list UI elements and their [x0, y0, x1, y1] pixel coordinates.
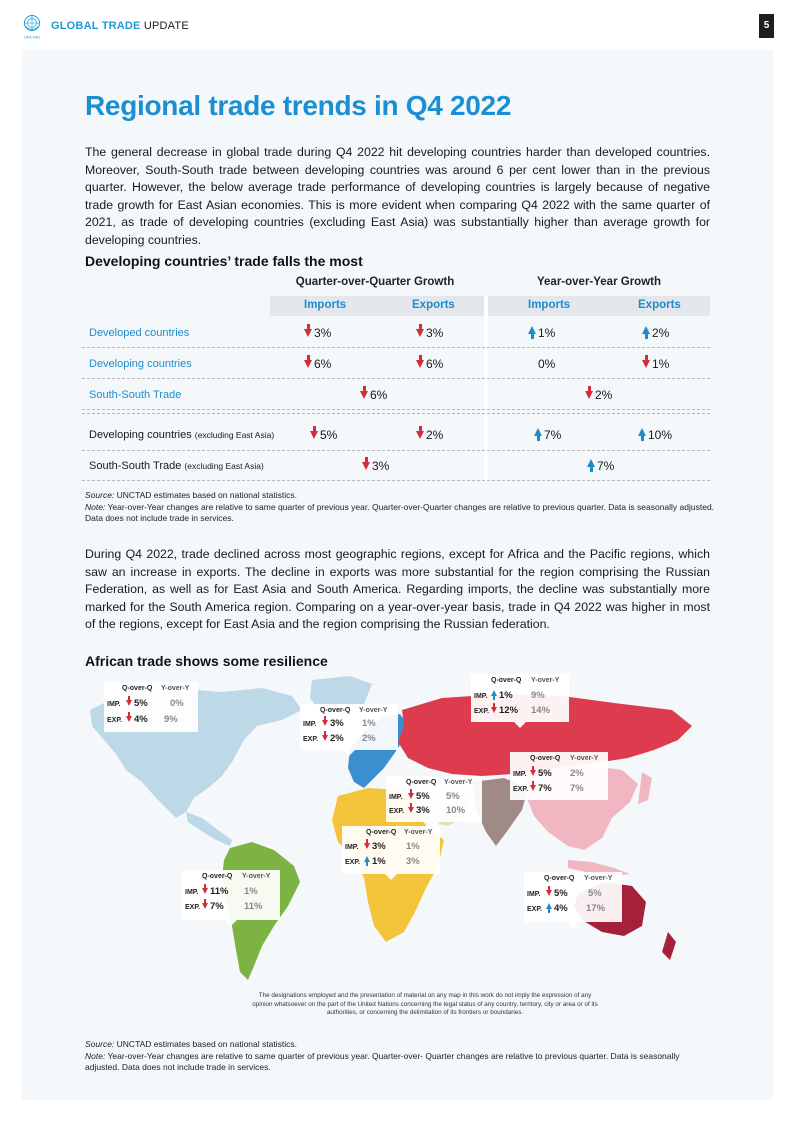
row-label: Developing countries: [89, 358, 192, 370]
table-heading: Developing countries’ trade falls the most: [85, 253, 363, 269]
col-exports: Exports: [638, 299, 681, 311]
running-title: GLOBAL TRADE UPDATE: [51, 20, 189, 32]
trade-growth-table: [82, 270, 710, 482]
row-label: South-South Trade (excluding East Asia): [89, 460, 264, 472]
down-arrow-icon: [202, 903, 208, 909]
down-arrow-icon: [360, 391, 368, 399]
callout-europe: Q-over-Q Y-over-Y IMP. EXP. 3% 2% 1% 2%: [300, 704, 398, 750]
up-arrow-icon: [534, 428, 542, 436]
table-cell: 5%: [310, 428, 337, 442]
table-cell: 0%: [538, 357, 556, 371]
down-arrow-icon: [530, 770, 536, 776]
table-cell: 2%: [416, 428, 443, 442]
col-imports: Imports: [528, 299, 571, 311]
table-cell: 3%: [362, 459, 389, 473]
region-new-zealand: [662, 932, 676, 960]
down-arrow-icon: [304, 360, 312, 368]
down-arrow-icon: [416, 329, 424, 337]
region-central-america: [186, 812, 232, 846]
row-label: Developing countries (excluding East Asia): [89, 429, 275, 441]
row-label: South-South Trade: [89, 389, 182, 401]
callout-east-asia: Q-over-Q Y-over-Y IMP. EXP. 5% 7% 2% 7%: [510, 752, 608, 800]
down-arrow-icon: [546, 890, 552, 896]
page-header: [0, 0, 793, 46]
down-arrow-icon: [408, 807, 414, 813]
table-cell: 10%: [638, 428, 672, 442]
map-heading: African trade shows some resilience: [85, 653, 328, 669]
table-cell: 6%: [304, 357, 331, 371]
group-header-qoq: Quarter-over-Quarter Growth: [295, 276, 455, 288]
regional-paragraph: During Q4 2022, trade declined across most geographic regions, except for Africa and the Pacific regions, which saw an increase in exports. The decline in exports was more substantial for the region comprising the Russian Federation, as well as for East Asia and South America. Regarding imports, the decline was substantially more marked for the South America region. Comparing on a year-over-year basis, trade in Q4 2022 was higher in most of the regions, except for East Asia and the region comprising the Russian federation.: [85, 547, 710, 632]
table-cell: 3%: [304, 326, 331, 340]
down-arrow-icon: [416, 360, 424, 368]
table-cell: 1%: [528, 326, 555, 340]
callout-russia-region: Q-over-Q Y-over-Y IMP. EXP. 1% 12% 9% 14%: [471, 674, 569, 722]
up-arrow-icon: [546, 903, 552, 909]
table-source-note: Source: UNCTAD estimates based on national statistics. Note: Year-over-Year changes are relative to same quarter of previous year. Quarter-over-Quarter changes are relative to previous quarter. Data is seasonally adjusted. Data does not include trade in services.: [85, 490, 715, 523]
callout-north-america: Q-over-Q Y-over-Y IMP. EXP. 5% 4% 0% 9%: [104, 682, 198, 732]
up-arrow-icon: [528, 326, 536, 334]
callout-west-asia: Q-over-Q Y-over-Y IMP. EXP. 5% 3% 5% 10%: [386, 776, 482, 822]
table-cell: 1%: [642, 357, 669, 371]
up-arrow-icon: [642, 326, 650, 334]
up-arrow-icon: [587, 459, 595, 467]
col-imports: Imports: [304, 299, 347, 311]
region-japan: [638, 772, 652, 804]
down-arrow-icon: [416, 431, 424, 439]
down-arrow-icon: [530, 785, 536, 791]
down-arrow-icon: [202, 888, 208, 894]
up-arrow-icon: [364, 856, 370, 862]
table-cell: 7%: [534, 428, 561, 442]
map-disclaimer: The designations employed and the presentation of material on any map in this work do not imply the expression of any opinion whatsoever on the part of the United Nations concerning the legal status of any country, territory, city or area or of its authorities, or concerning the delimitation of its frontiers or boundaries.: [252, 992, 598, 1016]
table-cell: 7%: [587, 459, 614, 473]
down-arrow-icon: [364, 843, 370, 849]
down-arrow-icon: [126, 716, 132, 722]
col-header-yoy: [488, 296, 710, 316]
callout-south-america: Q-over-Q Y-over-Y IMP. EXP. 11% 7% 1% 11%: [182, 870, 280, 920]
callout-africa: Q-over-Q Y-over-Y IMP. EXP. 3% 1% 1% 3%: [342, 826, 440, 874]
down-arrow-icon: [491, 707, 497, 713]
world-trade-map: [82, 670, 722, 990]
group-header-yoy: Year-over-Year Growth: [537, 276, 661, 288]
down-arrow-icon: [304, 329, 312, 337]
down-arrow-icon: [322, 720, 328, 726]
down-arrow-icon: [322, 735, 328, 741]
down-arrow-icon: [585, 391, 593, 399]
callout-oceania: Q-over-Q Y-over-Y IMP. EXP. 5% 4% 5% 17%: [524, 872, 622, 922]
svg-text:UNCTAD: UNCTAD: [23, 34, 41, 40]
table-cell: 6%: [416, 357, 443, 371]
down-arrow-icon: [126, 700, 132, 706]
map-source-note: Source: UNCTAD estimates based on national statistics. Note: Year-over-Year changes are relative to same quarter of previous year. Quarter-over- Quarter changes are relative to previous quarter. Data is seasonally adjusted. Data does not include trade in services.: [85, 1039, 680, 1072]
col-exports: Exports: [412, 299, 455, 311]
table-cell: 6%: [360, 388, 387, 402]
page-number: 5: [759, 14, 774, 38]
row-label: Developed countries: [89, 327, 190, 339]
intro-paragraph: The general decrease in global trade during Q4 2022 hit developing countries harder than developed countries. Moreover, South-South trade between developing countries was around 6 per cent lower than in the previous quarter. However, the below average trade performance of developing countries is largely because of negative trade growth for East Asian economies. This is more evident when comparing Q4 2022 with the same quarter of 2021, as trade of developing countries (excluding East Asia) was substantially higher than average growth for developing countries.: [85, 145, 710, 247]
up-arrow-icon: [638, 428, 646, 436]
table-cell: 2%: [585, 388, 612, 402]
down-arrow-icon: [310, 431, 318, 439]
down-arrow-icon: [362, 462, 370, 470]
table-cell: 2%: [642, 326, 669, 340]
table-cell: 3%: [416, 326, 443, 340]
up-arrow-icon: [491, 690, 497, 696]
un-emblem-icon: [22, 14, 42, 40]
col-header-qoq: [270, 296, 484, 316]
down-arrow-icon: [642, 360, 650, 368]
section-title: Regional trade trends in Q4 2022: [85, 90, 512, 121]
down-arrow-icon: [408, 793, 414, 799]
